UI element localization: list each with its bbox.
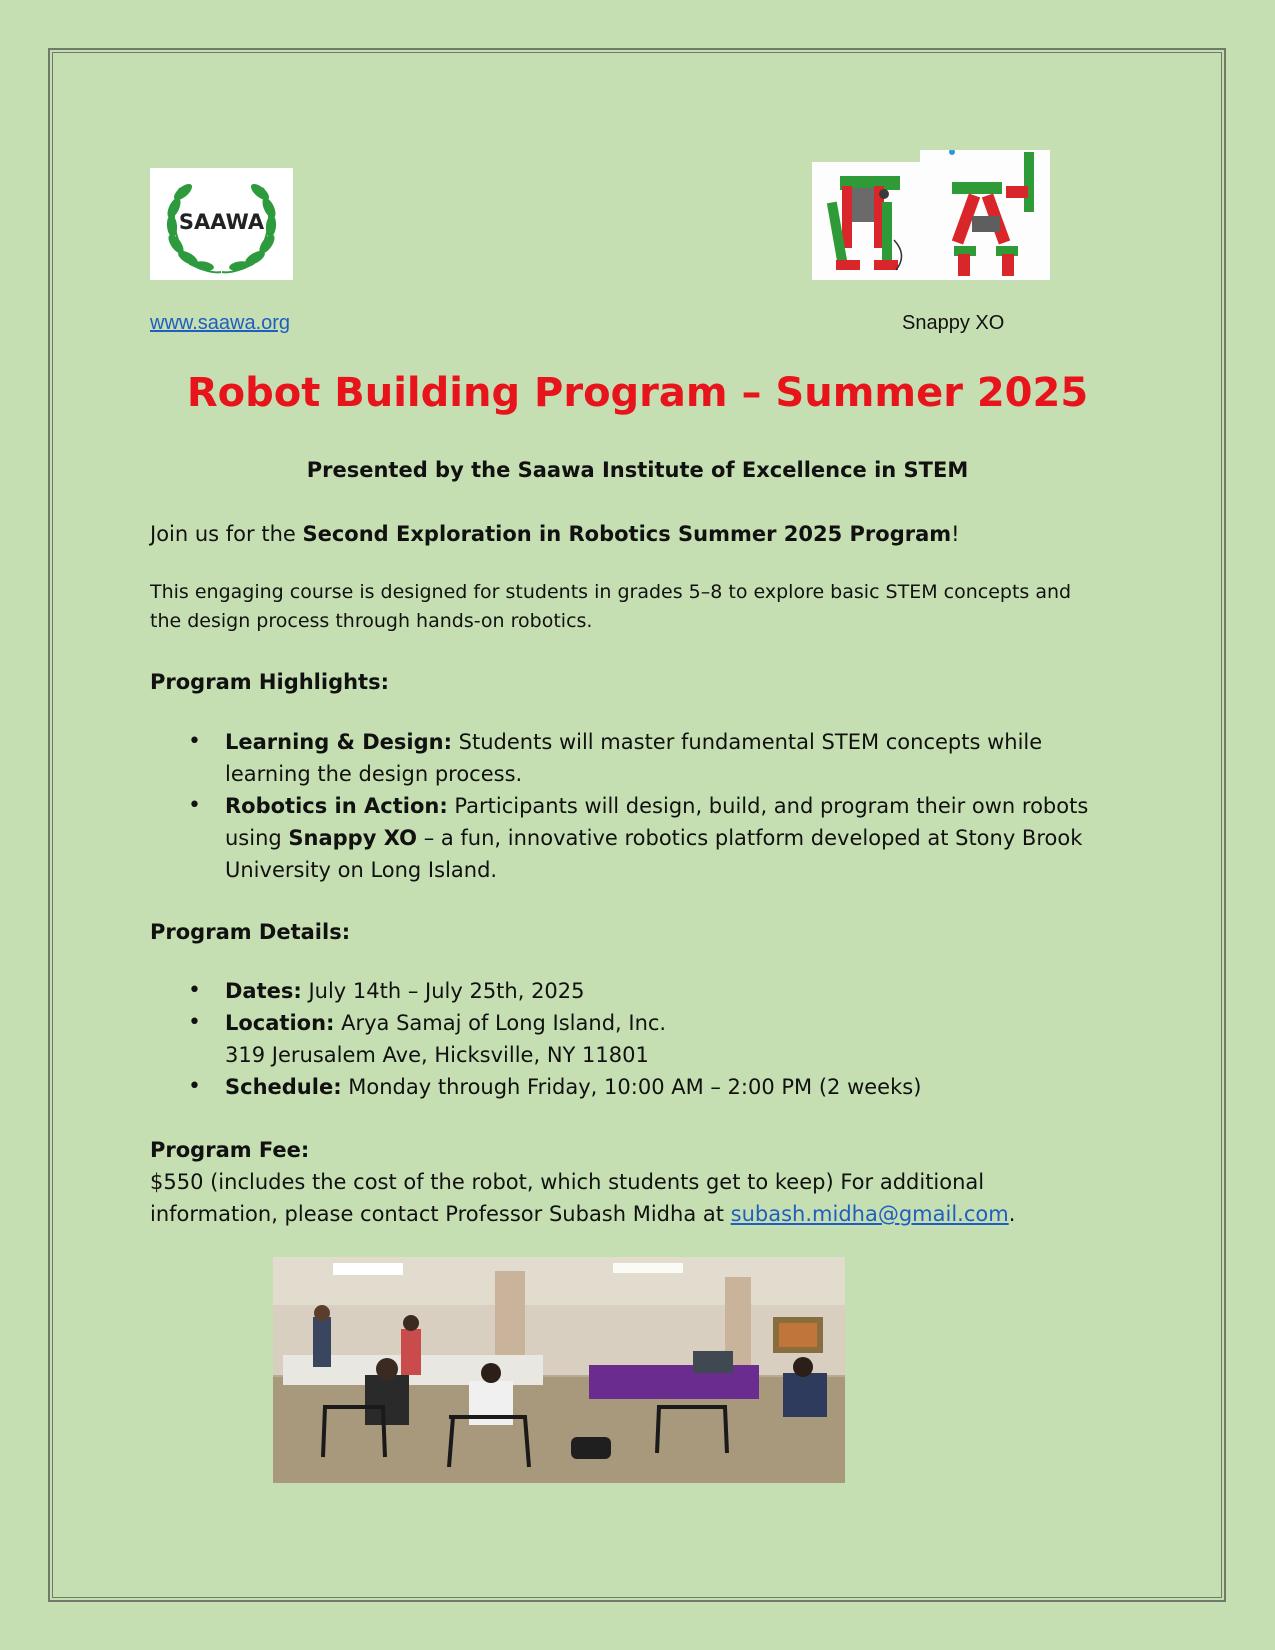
robot-photo <box>812 150 1050 280</box>
intro-prefix: Join us for the <box>150 522 303 546</box>
details-list <box>150 975 1090 1103</box>
saawa-logo <box>150 168 293 280</box>
list-item <box>150 975 1090 1007</box>
page-title: Robot Building Program – Summer 2025 <box>186 370 1089 416</box>
fee-paragraph <box>150 1166 1050 1230</box>
intro-program-name: Second Exploration in Robotics Summer 2025 Program <box>302 522 952 546</box>
highlight-text: Students will master fundamental STEM concepts while learning the design process. <box>225 730 1043 786</box>
page-subtitle: Presented by the Saawa Institute of Excellence in STEM <box>306 458 969 482</box>
dates-label: Dates: <box>225 979 302 1003</box>
list-item <box>150 790 1090 886</box>
details-heading: Program Details: <box>150 920 351 944</box>
location-line1: Arya Samaj of Long Island, Inc. <box>334 1011 667 1035</box>
intro-paragraph <box>150 518 1100 550</box>
list-item <box>150 1007 1090 1071</box>
highlights-list <box>150 726 1090 886</box>
highlight-text: Participants will design, build, and program their own robots using <box>225 794 1089 850</box>
highlight-label: Robotics in Action: <box>225 794 448 818</box>
intro-suffix: ! <box>951 522 960 546</box>
list-item <box>150 1071 1090 1103</box>
highlights-heading: Program Highlights: <box>150 670 389 694</box>
dates-value: July 14th – July 25th, 2025 <box>301 979 585 1003</box>
schedule-value: Monday through Friday, 10:00 AM – 2:00 PM (2 weeks) <box>341 1075 922 1099</box>
location-label: Location: <box>225 1011 335 1035</box>
website-link[interactable]: www.saawa.org <box>150 312 291 334</box>
description-paragraph: This engaging course is designed for students in grades 5–8 to explore basic STEM concepts and the design process through hands-on robotics. <box>150 581 1072 632</box>
logo-text: SAAWA <box>178 210 265 234</box>
highlight-label: Learning & Design: <box>225 730 452 754</box>
robot-caption: Snappy XO <box>902 312 1005 334</box>
highlight-emphasis: Snappy XO <box>288 826 418 850</box>
email-link[interactable]: subash.midha@gmail.com <box>730 1202 1009 1226</box>
list-item <box>150 726 1090 790</box>
location-line2: 319 Jerusalem Ave, Hicksville, NY 11801 <box>225 1043 649 1067</box>
fee-end: . <box>1008 1202 1016 1226</box>
fee-text: $550 (includes the cost of the robot, which students get to keep) For additional information, please contact Professor Subash Midha at <box>150 1170 985 1226</box>
classroom-photo <box>273 1257 845 1483</box>
schedule-label: Schedule: <box>225 1075 342 1099</box>
fee-heading: Program Fee: <box>150 1138 310 1162</box>
highlight-text: – a fun, innovative robotics platform developed at Stony Brook University on Long Island. <box>225 826 1083 882</box>
